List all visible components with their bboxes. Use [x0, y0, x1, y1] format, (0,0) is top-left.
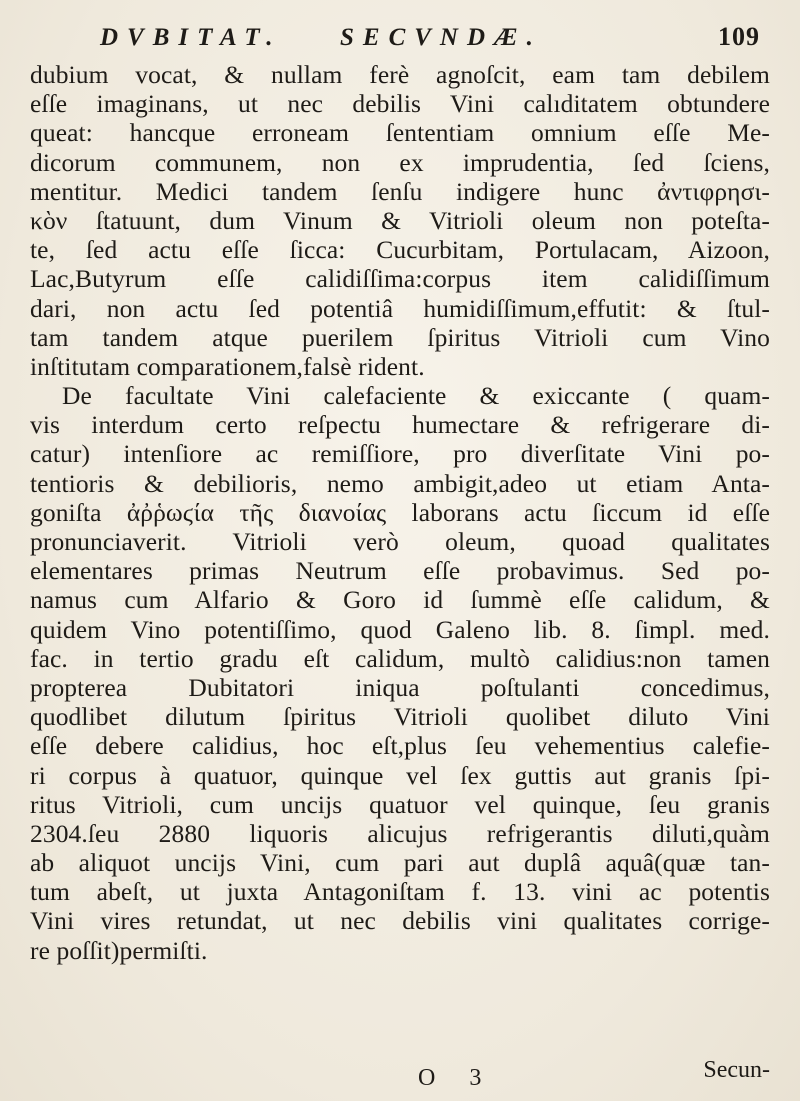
text-line: Vini vires retundat, ut nec debilis vini qualitates corrige- [30, 906, 770, 936]
text-line: vis interdum certo reſpectu humectare & refrigerare di- [30, 410, 770, 440]
running-header [70, 18, 760, 62]
running-head-left: DVBITAT. [100, 24, 282, 51]
text-line: ri corpus à quatuor, quinque vel ſex guttis aut granis ſpi- [30, 760, 770, 790]
text-line: fac. in tertio gradu eſt calidum, multò calidius:non tamen [30, 643, 770, 673]
text-line: quodlibet dilutum ſpiritus Vitrioli quolibet diluto Vini [30, 702, 770, 732]
text-line: namus cum Alfario & Goro id ſummè eſſe calidum, & [30, 585, 770, 615]
catchword: Secun- [703, 1057, 770, 1083]
text-line: re poſſit)permiſti. [30, 935, 208, 965]
text-line: De facultate Vini calefaciente & exiccante ( quam- [62, 381, 770, 411]
page-number: 109 [718, 22, 760, 51]
text-line: mentitur. Medici tandem ſenſu indigere hunc ἀντιφρησι- [30, 176, 770, 206]
signature-mark: O 3 [418, 1065, 496, 1091]
text-line: pronunciaverit. Vitrioli verò oleum, quoad qualitates [30, 527, 770, 556]
text-line: eſſe debere calidius, hoc eſt,plus ſeu vehementius calefie- [30, 731, 770, 761]
text-line: tum abeſt, ut juxta Antagoniſtam f. 13. vini ac potentis [30, 877, 770, 907]
text-line: goniſta ἀῤῥωϛία τῆς διανοίας laborans actu ſiccum id eſſe [30, 497, 770, 527]
body-text [30, 60, 770, 965]
text-line: eſſe imaginans, ut nec debilis Vini calıditatem obtundere [30, 89, 770, 119]
text-line: ritus Vitrioli, cum uncijs quatuor vel quinque, ſeu granis [30, 789, 770, 819]
text-line: tentioris & debilioris, nemo ambigit,adeo ut etiam Anta- [30, 468, 770, 498]
text-line: elementares primas Neutrum eſſe probavimus. Sed po- [30, 556, 770, 586]
text-line: κὸν ſtatuunt, dum Vinum & Vitrioli oleum non poteſta- [30, 205, 770, 235]
text-line: tam tandem atque puerilem ſpiritus Vitrioli cum Vino [30, 322, 770, 352]
text-line: ab aliquot uncijs Vini, cum pari aut duplâ aquâ(quæ tan- [30, 848, 770, 878]
text-line: catur) intenſiore ac remiſſiore, pro diverſitate Vini po- [30, 439, 770, 469]
text-line: dicorum communem, non ex imprudentia, ſed ſciens, [30, 147, 770, 177]
text-line: queat: hancque erroneam ſententiam omnium eſſe Me- [30, 118, 770, 148]
running-head-center: SECVNDÆ. [340, 24, 542, 51]
text-line: 2304.ſeu 2880 liquoris alicujus refrigerantis diluti,quàm [30, 818, 770, 848]
page-footer [30, 1057, 770, 1095]
text-line: dubium vocat, & nullam ferè agnoſcit, eam tam debilem [30, 60, 770, 89]
text-line: dari, non actu ſed potentiâ humidiſſimum,effutit: & ſtul- [30, 293, 770, 323]
text-line: propterea Dubitatori iniqua poſtulanti concedimus, [30, 672, 770, 702]
text-line: Lac,Butyrum eſſe calidiſſima:corpus item calidiſſimum [30, 264, 770, 294]
text-line: te, ſed actu eſſe ſicca: Cucurbitam, Portulacam, Aizoon, [30, 235, 770, 265]
text-line: inſtitutam comparationem,falsè rident. [30, 351, 425, 381]
text-line: quidem Vino potentiſſimo, quod Galeno lib. 8. ſimpl. med. [30, 614, 770, 644]
